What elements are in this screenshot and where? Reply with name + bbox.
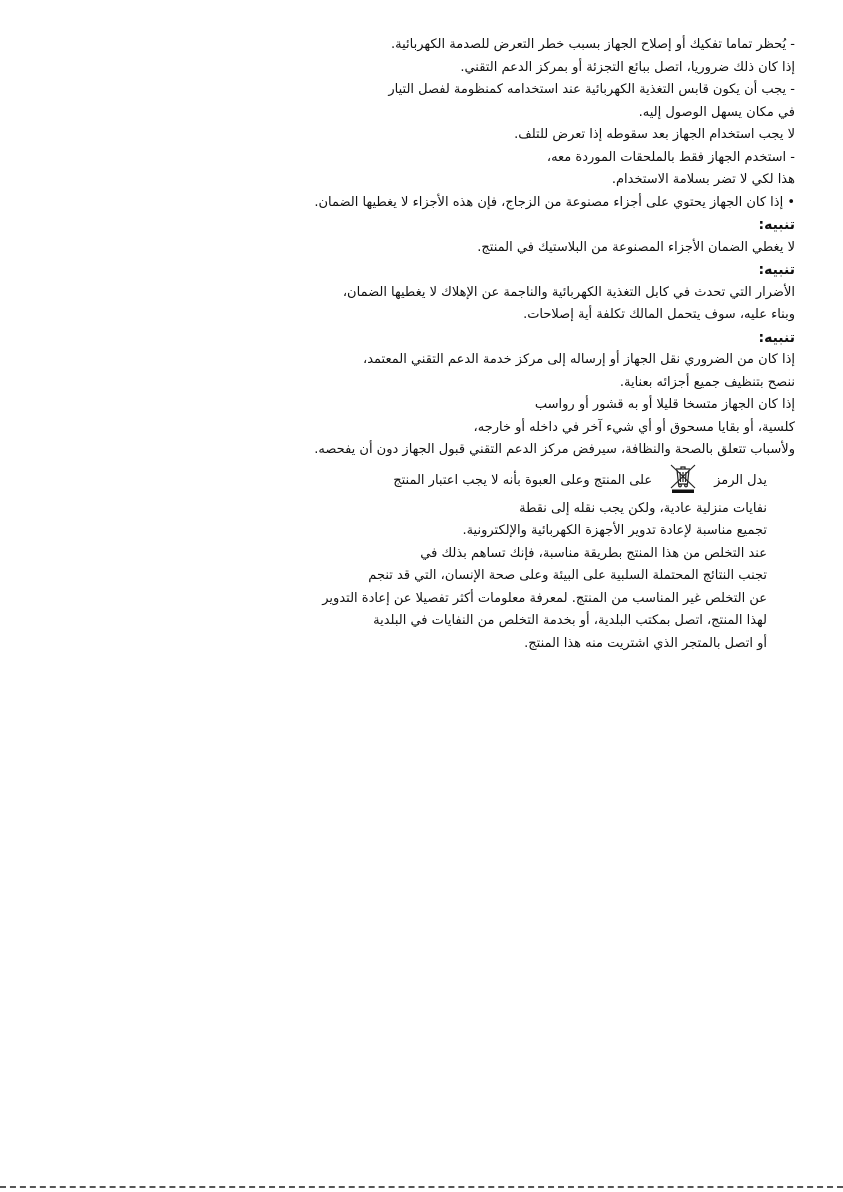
text-line: نفايات منزلية عادية، ولكن يجب نقله إلى نقطة xyxy=(519,500,767,516)
text-line: ننصح بتنظيف جميع أجزائه بعناية. xyxy=(619,374,795,390)
symbol-text-after: على المنتج وعلى العبوة بأنه لا يجب اعتبار المنتج xyxy=(393,472,653,488)
bottom-dashed-rule xyxy=(0,1186,843,1188)
caution-heading: تنبيه: xyxy=(758,262,795,278)
text-line: - يُحظر تماما تفكيك أو إصلاح الجهاز بسبب خطر التعرض للصدمة الكهربائية. xyxy=(390,37,795,52)
text-line: تجنب النتائج المحتملة السلبية على البيئة وعلى صحة الإنسان، التي قد تنجم xyxy=(368,568,767,583)
text-line: أو اتصل بالمتجر الذي اشتريت منه هذا المنتج. xyxy=(524,635,767,651)
text-line: لا يجب استخدام الجهاز بعد سقوطه إذا تعرض للتلف. xyxy=(514,127,795,142)
text-line: إذا كان ذلك ضروريا، اتصل ببائع التجزئة أو بمركز الدعم التقني. xyxy=(460,59,795,75)
caution-heading: تنبيه: xyxy=(758,329,795,346)
weee-symbol-line xyxy=(195,466,767,496)
document-body xyxy=(195,34,795,655)
text-line: لا يغطي الضمان الأجزاء المصنوعة من البلاستيك في المنتج. xyxy=(477,239,795,255)
text-line: - يجب أن يكون قابس التغذية الكهربائية عند استخدامه كمنظومة لفصل التيار xyxy=(388,82,795,97)
text-line: إذا كان من الضروري نقل الجهاز أو إرساله إلى مركز خدمة الدعم التقني المعتمد، xyxy=(363,352,795,367)
text-line: هذا لكي لا تضر بسلامة الاستخدام. xyxy=(611,172,795,187)
text-line: ولأسباب تتعلق بالصحة والنظافة، سيرفض مركز الدعم التقني قبول الجهاز دون أن يفحصه. xyxy=(314,442,795,457)
text-line: • إذا كان الجهاز يحتوي على أجزاء مصنوعة من الزجاج، فإن هذه الأجزاء لا يغطيها الضمان. xyxy=(314,194,795,210)
text-line: تجميع مناسبة لإعادة تدوير الأجهزة الكهربائية والإلكترونية. xyxy=(462,523,767,538)
crossed-out-wheelie-bin-icon xyxy=(666,462,700,494)
text-line: في مكان يسهل الوصول إليه. xyxy=(638,104,795,120)
text-line: لهذا المنتج، اتصل بمكتب البلدية، أو بخدمة التخلص من النفايات في البلدية xyxy=(373,613,767,628)
text-line: وبناء عليه، سوف يتحمل المالك تكلفة أية إصلاحات. xyxy=(523,307,795,322)
text-line: الأضرار التي تحدث في كابل التغذية الكهربائية والناجمة عن الإهلاك لا يغطيها الضمان، xyxy=(342,284,795,300)
text-line: عند التخلص من هذا المنتج بطريقة مناسبة، فإنك تساهم بذلك في xyxy=(420,545,767,561)
symbol-text-before: يدل الرمز xyxy=(714,472,767,488)
text-line: عن التخلص غير المناسب من المنتج. لمعرفة معلومات أكثر تفصيلا عن إعادة التدوير xyxy=(322,590,767,606)
text-line: - استخدم الجهاز فقط بالملحقات الموردة معه، xyxy=(546,149,795,165)
caution-heading: تنبيه: xyxy=(758,217,795,233)
text-line: إذا كان الجهاز متسخا قليلا أو به قشور أو رواسب xyxy=(534,397,795,412)
text-line: كلسية، أو بقايا مسحوق أو أي شيء آخر في داخله أو خارجه، xyxy=(473,419,795,435)
